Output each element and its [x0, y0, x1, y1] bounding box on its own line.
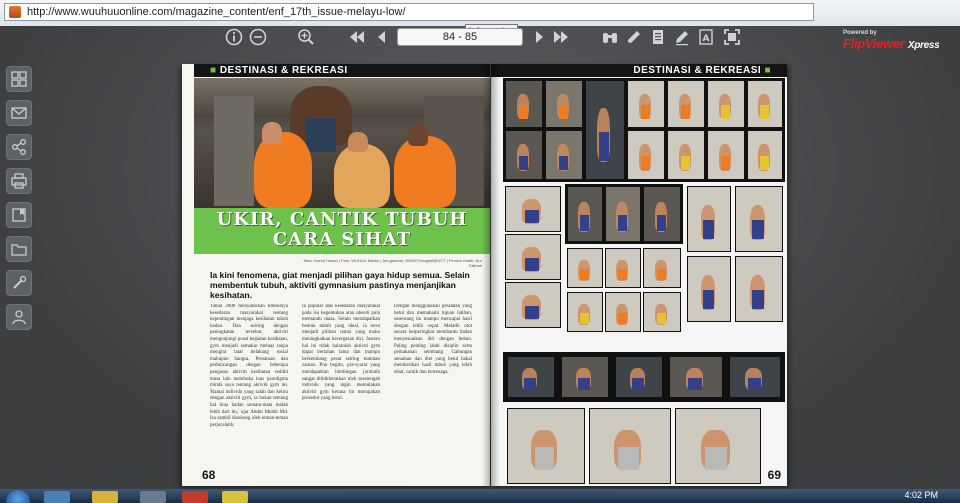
exercise-photo	[687, 186, 731, 252]
exercise-photo	[505, 186, 561, 232]
user-icon[interactable]	[6, 304, 32, 330]
exercise-photo	[747, 130, 783, 180]
exercise-photo	[735, 256, 783, 322]
exercise-photo	[605, 248, 641, 288]
exercise-photo	[667, 80, 705, 128]
hero-photo-trainers	[194, 78, 490, 208]
exercise-photo	[505, 80, 543, 128]
zoom-in-icon[interactable]	[297, 28, 315, 46]
fullscreen-icon[interactable]	[723, 28, 741, 46]
print-icon[interactable]	[6, 168, 32, 194]
exercise-photo	[643, 248, 681, 288]
bookmarks-icon[interactable]	[6, 202, 32, 228]
pen-icon[interactable]	[673, 28, 691, 46]
exercise-photo	[707, 80, 745, 128]
exercise-photo	[505, 234, 561, 280]
exercise-photo	[561, 356, 609, 398]
exercise-photo	[589, 408, 671, 484]
exercise-photo	[507, 356, 555, 398]
email-icon[interactable]	[6, 100, 32, 126]
brand-name: FlipViewer Xpress	[843, 36, 940, 51]
exercise-photo	[687, 256, 731, 322]
exercise-photo	[643, 292, 681, 332]
exercise-photo	[707, 130, 745, 180]
article-column-2: Ia popular atas kesedaran masyarakat pada isu kegemukan atau obesiti pula memandu masa. Selain mendapatkan bentuk tubuh yang ideal, ia turut menjadi pilihan ramai yang mahu meningkatkan kecergasan diri. Justeru hal ini tidak hairanlah aktiviti gym dapat bertahan lama dan mampu berkembang pesat seiring tuntutan zaman. Pun begitu, pra-syarat yang mendapatkan bimbingan jurulatih sangat dititikberatkan oleh sesetengah individu yang ingin memulakan aktiviti gym kerana itu merupakan prosedur yang betul.	[302, 304, 380, 402]
exercise-photo	[545, 80, 583, 128]
exercise-photo	[605, 292, 641, 332]
article-column-3: Dengan menggunakan peralatan yang betul dan memahami tujuan latihan, seseorang itu mampu mencapai hasil dengan lebih cepat. Melatih otot secara berperingkat membantu badan menyesuaikan diri dengan beban. Paling penting ialah disiplin serta pemakanan seimbang. Gabungan senaman dan diet yang betul bakal memberikan hasil tubuh yang lebih sihat, cantik dan bertenaga.	[394, 304, 472, 375]
exercise-photo	[667, 130, 705, 180]
zoom-out-icon[interactable]	[249, 28, 267, 46]
info-icon[interactable]	[225, 28, 243, 46]
binoculars-icon[interactable]	[601, 28, 619, 46]
exercise-photo	[507, 408, 585, 484]
tools-icon[interactable]	[6, 270, 32, 296]
magazine-spine	[482, 64, 500, 486]
share-icon[interactable]	[6, 134, 32, 160]
magazine-right-page[interactable]	[491, 64, 787, 486]
taskbar-clock: 4:02 PM	[904, 490, 938, 500]
exercise-photo	[729, 356, 781, 398]
exercise-photo	[567, 186, 603, 242]
exercise-photo	[505, 282, 561, 328]
address-field[interactable]	[4, 3, 814, 21]
article-column-1: Tahun 2008 menyaksikan timbulnya kesedaran masyarakat tentang kepentingan menjaga kesihatan tubuh badan. Dan seiring dengan peningkatan tersebut, aktiviti mengunjungi pusat kegiatan kesihatan, gym menjadi semakin meluas tanpa mengira latar belakang sosial mahupun bangsa. Persatuan dan perbincangan dengan beberapa pengasas aktiviti kesihatan sedikit masa lalu membuka luas paradigma minda saya tentang aktiviti gym ini. 'Ramai individu yang salah dan keliru dengan aktiviti gym, ia bukan tentang hal bina badan semata-mata malah lebih dari itu,' ujar Abdul Muhib Md. Isa sambil disokong oleh teman-teman perjurulatih.	[210, 304, 288, 428]
notes-icon[interactable]	[649, 28, 667, 46]
powered-by-text: Powered by	[843, 30, 877, 36]
exercise-photo	[605, 186, 641, 242]
exercise-photo	[567, 248, 603, 288]
exercise-photo	[669, 356, 723, 398]
exercise-photo	[643, 186, 681, 242]
exercise-photo	[505, 130, 543, 180]
svg-text:A: A	[702, 34, 710, 44]
start-button-icon[interactable]	[6, 490, 30, 503]
explorer-taskbar-icon[interactable]	[92, 491, 118, 503]
previous-page-icon[interactable]	[373, 28, 391, 46]
windows-taskbar	[0, 489, 960, 503]
viewer-sidebar	[6, 66, 32, 341]
folder-icon[interactable]	[6, 236, 32, 262]
thumbnails-icon[interactable]	[6, 66, 32, 92]
browser-address-bar	[0, 0, 960, 27]
highlighter-icon[interactable]	[625, 28, 643, 46]
page-indicator[interactable]: 84 - 85	[397, 28, 523, 46]
exercise-photo	[615, 356, 663, 398]
exercise-photo	[545, 130, 583, 180]
section-header-left: ■ DESTINASI & REKREASI	[194, 64, 490, 77]
app-taskbar-icon[interactable]	[182, 491, 208, 503]
first-page-icon[interactable]	[348, 28, 366, 46]
exercise-photo	[567, 292, 603, 332]
article-lead: Ia kini fenomena, giat menjadi pilihan gaya hidup semua. Selain membentuk tubuh, aktiviti gymnasium pastinya menjanjikan kesihatan.	[210, 270, 470, 300]
exercise-photo	[747, 80, 783, 128]
browser-taskbar-icon[interactable]	[44, 491, 70, 503]
article-credit: Teks: Hazrul Hasan | Foto: WUHUU Media | Jurugambar: WWW.Fotografi@UCT | Pereka Grafik: Nur Fatihah	[303, 258, 482, 268]
exercise-photo	[627, 80, 665, 128]
text-icon[interactable]	[697, 28, 715, 46]
exercise-photo	[627, 130, 665, 180]
right-page-number: 69	[767, 468, 781, 482]
exercise-photo	[675, 408, 761, 484]
exercise-photo	[585, 80, 625, 180]
last-page-icon[interactable]	[552, 28, 570, 46]
article-headline: UKIR, CANTIK TUBUH CARA SIHAT	[216, 209, 468, 250]
magazine-left-page[interactable]	[182, 64, 490, 486]
section-header-right: DESTINASI & REKREASI ■	[491, 64, 787, 77]
site-favicon-icon	[9, 6, 21, 18]
left-page-number: 68	[202, 468, 216, 482]
exercise-photo	[735, 186, 783, 252]
flipviewer-area	[0, 26, 960, 489]
next-page-icon[interactable]	[530, 28, 548, 46]
app-taskbar-icon[interactable]	[140, 491, 166, 503]
flipviewer-brand-logo	[843, 30, 953, 54]
app-taskbar-icon[interactable]	[222, 491, 248, 503]
url-text: http://www.wuuhuuonline.com/magazine_content/enf_17th_issue-melayu-low/	[27, 6, 406, 18]
